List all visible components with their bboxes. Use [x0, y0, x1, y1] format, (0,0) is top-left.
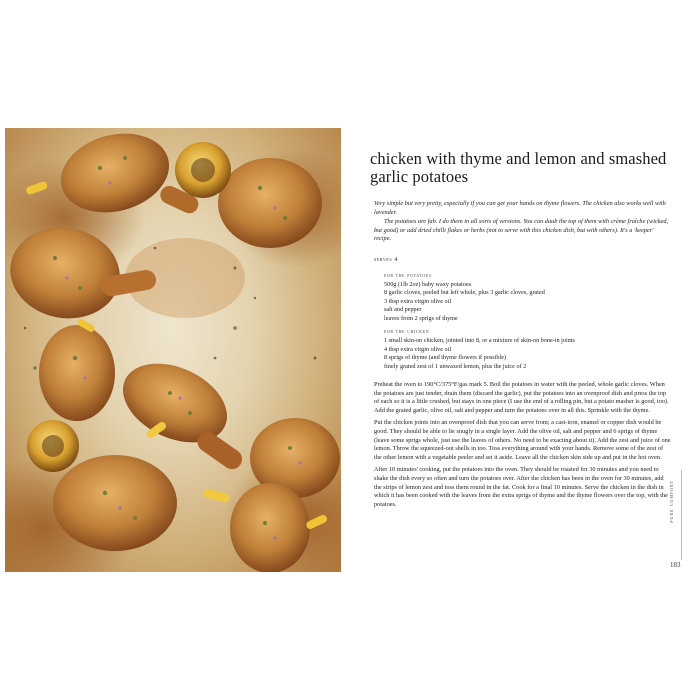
intro-paragraph: Very simple but very pretty, especially if you can get your hands on thyme flowers. The chicken also works well with lavender.: [374, 200, 666, 216]
ingredient-item: 500g (1lb 2oz) baby waxy potatoes: [384, 280, 472, 288]
chicken-piece: [110, 348, 246, 473]
chicken-piece: [218, 158, 322, 248]
ingredient-item: salt and pepper: [384, 306, 422, 313]
roast-chicken-illustration: [5, 128, 341, 572]
chicken-heading: for the chicken: [384, 329, 430, 335]
ingredient-item: 1 small skin-on chicken, jointed into 8, or a mixture of skin-on bone-in joints: [384, 337, 575, 344]
section-label: pure comfort: [669, 480, 675, 523]
serves-label: serves 4: [374, 255, 399, 263]
chicken-ingredient-list: [360, 337, 672, 371]
ingredient-item: 8 garlic cloves, peeled but left whole, plus 3 garlic cloves, grated: [384, 289, 545, 296]
ingredient-item: 4 tbsp extra virgin olive oil: [384, 345, 452, 353]
ingredient-item: 3 tbsp extra virgin olive oil: [384, 297, 452, 305]
chicken-piece: [230, 483, 310, 572]
method-paragraph: Preheat the oven to 190°C/375°F/gas mark 5. Boil the potatoes in water with the peeled, whole garlic cloves. When the potatoes are just tender, drain them (discard the garlic), put the potatoes into an ovenproof dish and press the top of each so it is a little crushed, but stays in one piece (I use the end of a rolling pin, but a potato masher is good, too). Add the grated garlic, olive oil, salt and pepper and turn the potatoes over in all this. Sprinkle with the thyme.: [374, 381, 669, 414]
potatoes-heading: for the potatoes: [384, 272, 432, 279]
chicken-piece: [53, 455, 177, 551]
intro-paragraph: The potatoes are fab. I do them in all sorts of versions. You can daub the top of them with crème fraîche (wicked, but good) or add dried chilli flakes or herbs (not to serve with this chicken dish, but with others). It's a 'keeper' recipe.: [374, 218, 669, 242]
ingredient-item: leaves from 2 sprigs of thyme: [384, 314, 458, 322]
page-number: 183: [670, 561, 681, 569]
food-photo: [5, 128, 341, 572]
potato-ingredient-list: [360, 281, 672, 324]
recipe-text: [360, 150, 672, 513]
method-paragraph: After 10 minutes' cooking, put the potatoes into the oven. They should be roasted for 30 minutes and you need to shake the dish every so often and turn the potatoes over. After the chicken has been in the oven for 30 minutes, add the strips of lemon zest and toss them round in the fat. Cook for a final 10 minutes. Serve the chicken in the dish in which it has been cooked with the leaves from the extra sprigs of thyme and the thyme flowers over the top, with the potatoes.: [374, 466, 668, 508]
recipe-title: chicken with thyme and lemon and smashed garlic potatoes: [370, 149, 667, 186]
ingredient-item: 8 sprigs of thyme (and thyme flowers if possible): [384, 354, 507, 361]
lemon-zest: [203, 488, 230, 503]
divider: [681, 470, 682, 560]
recipe-intro: [360, 200, 672, 244]
method-paragraph: Put the chicken joints into an ovenproof dish that you can serve from; a cast-iron, enamel or copper dish would be good. They should be able to lie snugly in a single layer. Add the olive oil, salt and pepper and 6 sprigs of thyme (leave some sprigs whole, just use the leaves of others. No need to be exacting about it). Add the zest and juice of one lemon. Throw the squeezed-out shells in too. Toss everything around with your hands. Remove some of the zest of the other lemon with a vegetable peeler and set it aside. Leave all the chicken skin side up and put in the hot oven.: [374, 419, 671, 461]
ingredient-item: finely grated zest of 1 unwaxed lemon, plus the juice of 2: [384, 362, 527, 370]
chicken-piece: [39, 325, 115, 421]
method: [360, 381, 672, 509]
